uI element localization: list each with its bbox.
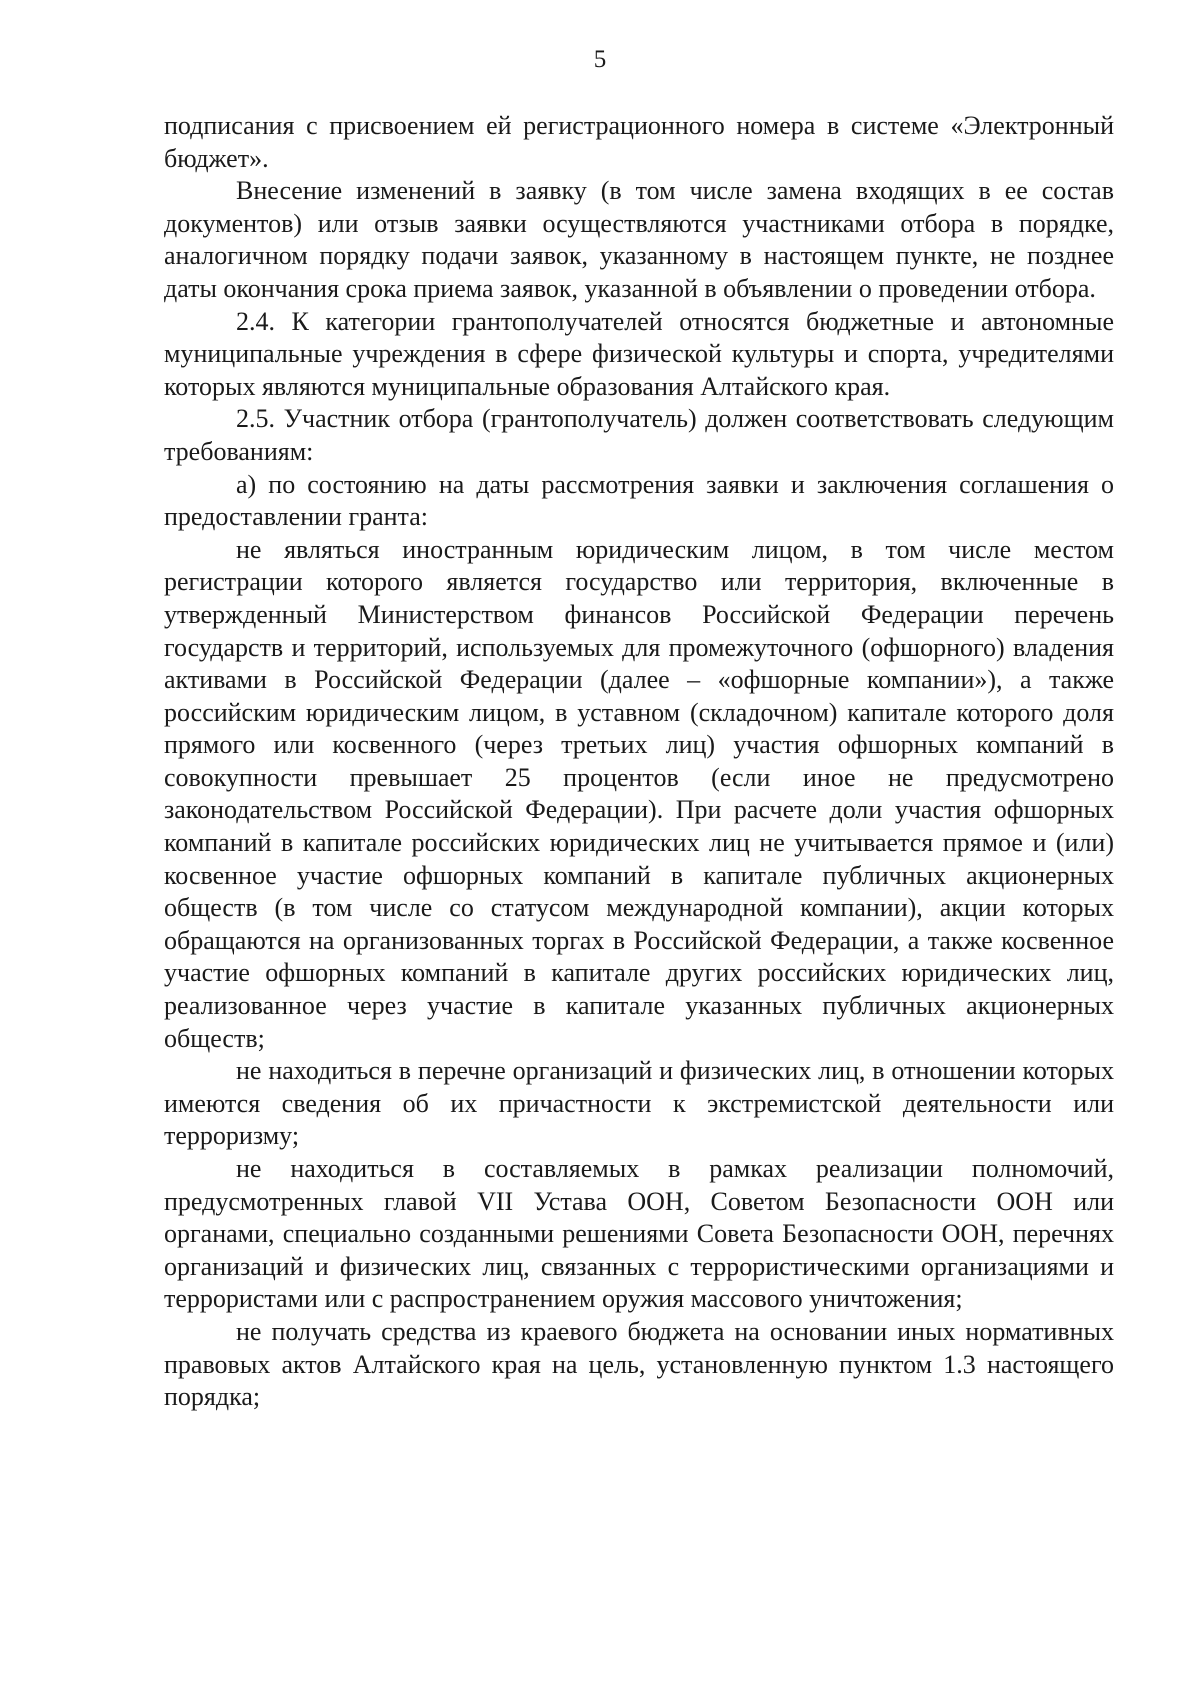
document-body (164, 110, 1114, 1414)
paragraph: Внесение изменений в заявку (в том числе замена входящих в ее состав документов) или отзыв заявки осуществляются участниками отбора в порядке, аналогичном порядку подачи заявок, указанному в настоящем пункте, не позднее даты окончания срока приема заявок, указанной в объявлении о проведении отбора. (164, 176, 1114, 303)
paragraph: не находиться в составляемых в рамках реализации полномочий, предусмотренных главой VII Устава ООН, Советом Безопасности ООН или органами, специально созданными решениями Совета Безопасности ООН, перечнях организаций и физических лиц, связанных с террористическими организациями и террористами или с распространением оружия массового уничтожения; (164, 1154, 1114, 1314)
paragraph: не находиться в перечне организаций и физических лиц, в отношении которых имеются сведения об их причастности к экстремистской деятельности или терроризму; (164, 1056, 1114, 1151)
paragraph: 2.4. К категории грантополучателей относятся бюджетные и автономные муниципальные учреждения в сфере физической культуры и спорта, учредителями которых являются муниципальные образования Алтайского края. (164, 306, 1114, 401)
paragraph: не получать средства из краевого бюджета на основании иных нормативных правовых актов Алтайского края на цель, установленную пунктом 1.3 настоящего порядка; (164, 1316, 1114, 1412)
paragraph: подписания с присвоением ей регистрационного номера в системе «Электронный бюджет». (164, 111, 1114, 173)
page-number: 5 (593, 46, 607, 73)
paragraph: не являться иностранным юридическим лицом, в том числе местом регистрации которого является государство или территория, включенные в утвержденный Министерством финансов Российской Федерации перечень государств и территорий, используемых для промежуточного (офшорного) владения активами в Российской Федерации (далее – «офшорные компании»), а также российским юридическим лицом, в уставном (складочном) капитале которого доля прямого или косвенного (через третьих лиц) участия офшорных компаний в совокупности превышает 25 процентов (если иное не предусмотрено законодательством Российской Федерации). При расчете доли участия офшорных компаний в капитале российских юридических лиц не учитывается прямое и (или) косвенное участие офшорных компаний в капитале публичных акционерных обществ (в том числе со статусом международной компании), акции которых обращаются на организованных торгах в Российской Федерации, а также косвенное участие офшорных компаний в капитале других российских юридических лиц, реализованное через участие в капитале указанных публичных акционерных обществ; (164, 534, 1114, 1053)
paragraph: а) по состоянию на даты рассмотрения заявки и заключения соглашения о предоставлении гранта: (164, 469, 1114, 532)
paragraph: 2.5. Участник отбора (грантополучатель) должен соответствовать следующим требованиям: (164, 404, 1114, 466)
